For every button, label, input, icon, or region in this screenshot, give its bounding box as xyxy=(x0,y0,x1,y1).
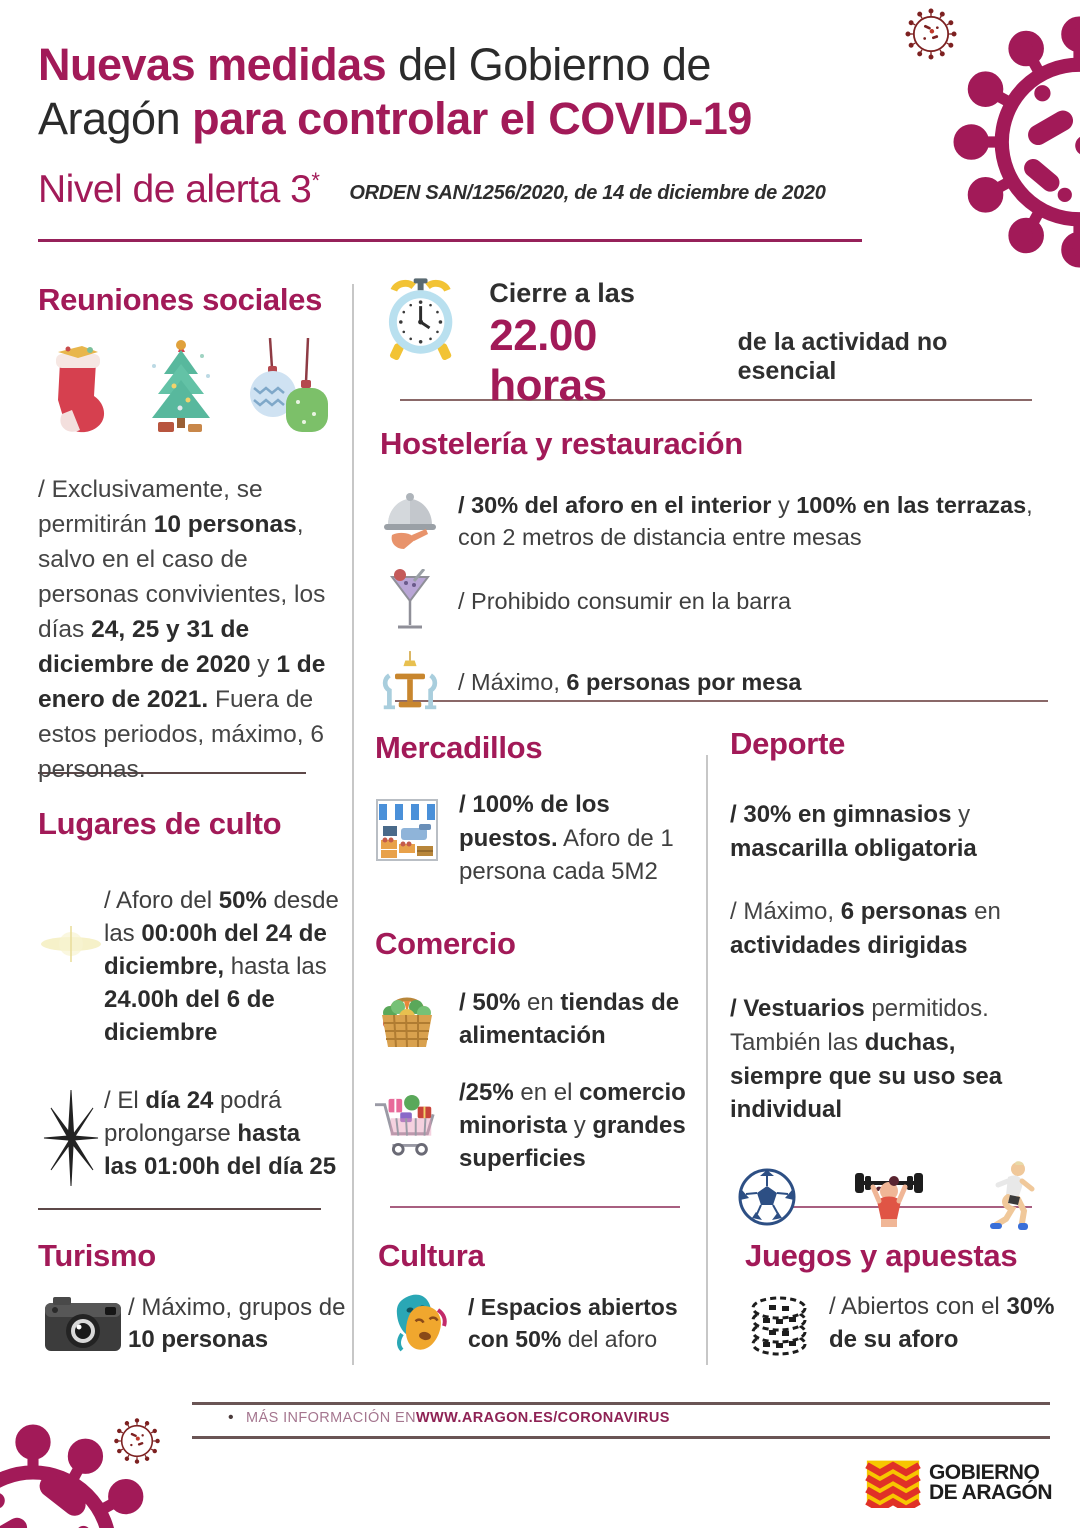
runner-icon xyxy=(982,1161,1038,1233)
turismo-item-1 xyxy=(38,1292,348,1357)
hosteleria-text-1: / 30% del aforo en el interior y 100% en las terrazas, con 2 metros de distancia entre mesas xyxy=(458,492,1033,550)
market-stall-icon xyxy=(375,798,439,862)
alert-level-row xyxy=(38,168,938,212)
section-title: Reuniones sociales xyxy=(38,282,323,317)
alert-level: Nivel de alerta 3* xyxy=(38,168,320,211)
title-accent-1: Nuevas medidas xyxy=(38,39,387,90)
shopping-cart-icon xyxy=(375,1090,439,1162)
title-accent-2: para controlar el COVID-19 xyxy=(192,93,752,144)
camera-icon xyxy=(43,1293,123,1355)
comercio-text-1: / 50% en tiendas de alimentación xyxy=(459,989,680,1050)
cierre-text xyxy=(489,278,1050,411)
alarm-clock-icon xyxy=(380,278,461,364)
bethlehem-star-icon xyxy=(42,1090,100,1186)
turismo-text-1: / Máximo, grupos de 10 personas xyxy=(128,1294,346,1354)
title-plain-2: Aragón xyxy=(38,93,193,144)
section-title: Deporte xyxy=(730,726,846,761)
order-reference: ORDEN SAN/1256/2020, de 14 de diciembre de 2020 xyxy=(349,182,826,204)
lugares-item-2 xyxy=(38,1084,340,1186)
section-title: Juegos y apuestas xyxy=(745,1238,1018,1273)
section-title: Turismo xyxy=(38,1238,156,1273)
section-lugares-de-culto xyxy=(38,806,340,1186)
divider xyxy=(390,1206,680,1208)
section-title: Mercadillos xyxy=(375,730,543,765)
hosteleria-text-3: / Máximo, 6 personas por mesa xyxy=(458,668,802,695)
header-rule xyxy=(38,239,862,242)
comercio-text-2: /25% en el comercio minorista y grandes superficies xyxy=(459,1079,686,1173)
cocktail-icon xyxy=(386,569,434,633)
virus-icon-small xyxy=(112,1416,162,1466)
faint-star-icon xyxy=(40,924,102,964)
footer-rule-bottom xyxy=(192,1436,1050,1439)
divider xyxy=(38,1208,321,1210)
food-basket-icon xyxy=(376,987,438,1051)
theater-masks-icon xyxy=(380,1290,454,1356)
section-title: Comercio xyxy=(375,926,516,961)
comercio-item-1 xyxy=(375,986,695,1052)
cierre-line1: Cierre a las xyxy=(489,278,635,308)
weightlifter-icon xyxy=(851,1161,927,1233)
section-juegos-y-apuestas xyxy=(745,1238,1055,1356)
page-title xyxy=(38,38,898,146)
title-plain-1: del Gobierno de xyxy=(386,39,711,90)
section-title: Cultura xyxy=(378,1238,485,1273)
cultura-item-1 xyxy=(378,1290,683,1356)
soccer-ball-icon xyxy=(738,1168,796,1226)
mercadillos-text-1: / 100% de los puestos. Aforo de 1 persona cada 5M2 xyxy=(459,791,674,886)
logo-text xyxy=(929,1463,1052,1503)
section-cierre xyxy=(380,278,1050,411)
reuniones-text: / Exclusivamente, se permitirán 10 personas, salvo en el caso de personas convivientes, los días 24, 25 y 31 de diciembre de 2020 y 1 de enero de 2021. Fuera de estos periodos, máximo, 6 personas. xyxy=(38,476,326,784)
section-reuniones-sociales xyxy=(38,282,338,812)
cloche-hand-icon xyxy=(382,491,438,553)
lugares-text-2: / El día 24 podrá prolongarse hasta las 01:00h del día 25 xyxy=(104,1086,337,1180)
section-title: Lugares de culto xyxy=(38,806,282,841)
christmas-icons-row xyxy=(38,336,338,436)
virus-icon-small xyxy=(903,6,959,62)
cultura-text-1: / Espacios abiertos con 50% del aforo xyxy=(468,1293,678,1352)
deporte-text-3: / Vestuarios permitidos. También las duchas, siempre que su uso sea individual xyxy=(730,995,1003,1124)
column-divider-right xyxy=(706,755,708,1365)
logo-line2: DE ARAGÓN xyxy=(928,1481,1052,1504)
section-turismo xyxy=(38,1238,348,1357)
column-divider-left xyxy=(352,284,354,1365)
section-mercadillos xyxy=(375,730,690,889)
section-cultura xyxy=(378,1238,683,1356)
comercio-item-2 xyxy=(375,1076,695,1175)
hosteleria-item-1 xyxy=(380,490,1045,553)
cierre-time: 22.00 horas xyxy=(489,311,607,410)
mercadillos-item-1 xyxy=(375,788,690,889)
christmas-tree-icon xyxy=(136,336,226,436)
hosteleria-item-3 xyxy=(380,649,1045,715)
juegos-item-1 xyxy=(745,1290,1055,1356)
lugares-text-1: / Aforo del 50% desde las 00:00h del 24 de diciembre, hasta las 24.00h del 6 de diciembre xyxy=(104,887,339,1047)
footer-rule-top xyxy=(192,1402,1050,1405)
christmas-stocking-icon xyxy=(38,344,116,436)
table-chairs-icon xyxy=(380,649,440,715)
virus-icon-large xyxy=(953,16,1080,268)
section-deporte xyxy=(730,726,1052,1233)
hosteleria-item-2 xyxy=(380,569,1045,633)
deporte-icons-row xyxy=(730,1157,1052,1233)
alert-asterisk: * xyxy=(311,168,320,193)
deporte-text-1: / 30% en gimnasios y mascarilla obligatoria xyxy=(730,801,977,862)
cierre-line2: de la actividad no esencial xyxy=(737,328,948,385)
deporte-text-2: / Máximo, 6 personas en actividades dirigidas xyxy=(730,898,1001,959)
section-hosteleria xyxy=(380,426,1045,715)
footer-bullet: • xyxy=(228,1409,235,1426)
section-title: Hostelería y restauración xyxy=(380,426,743,461)
footer-info-url: WWW.ARAGON.ES/CORONAVIRUS xyxy=(415,1410,670,1426)
gobierno-de-aragon-logo xyxy=(865,1458,1052,1508)
juegos-text-1: / Abiertos con el 30% de su aforo xyxy=(829,1293,1055,1354)
hosteleria-text-2: / Prohibido consumir en la barra xyxy=(458,587,792,614)
poker-chips-icon xyxy=(749,1290,809,1356)
footer-info xyxy=(228,1409,670,1427)
section-comercio xyxy=(375,926,695,1176)
baubles-icon xyxy=(246,338,330,436)
aragon-emblem-icon xyxy=(865,1458,921,1508)
footer-info-label: MÁS INFORMACIÓN EN xyxy=(246,1410,416,1426)
lugares-item-1 xyxy=(38,884,340,1050)
logo-line1: GOBIERNO xyxy=(928,1461,1040,1485)
